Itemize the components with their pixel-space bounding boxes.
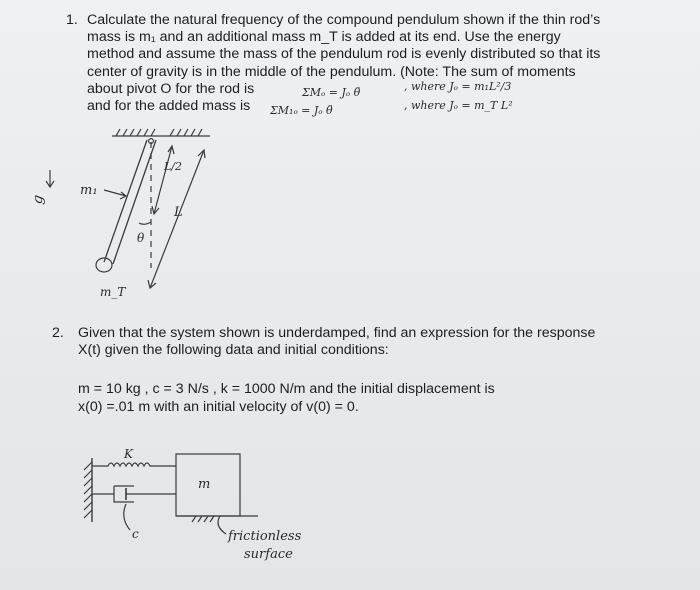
pendulum-rod-right [113,140,156,264]
q2-line: X(t) given the following data and initial conditions: [78,342,389,359]
handwritten-moment-eq-rod: ΣMₒ = Jₒ θ̈ [302,86,361,99]
params-line-1: m = 10 kg , c = 3 N/s , k = 1000 N/m and the initial displacement is [78,381,495,397]
given-parameters [78,380,495,416]
damper-label: c [132,527,139,541]
handwritten-moment-eq-mass: ΣM₁ₒ = Jₒ θ̈ [270,104,333,117]
q1-line: about pivot O for the rod is [87,80,255,97]
mass-label: m [198,477,211,492]
handwritten-where-rod: , where Jₒ = m₁L²/3 [404,80,512,93]
params-line-2: x(0) =.01 m with an initial velocity of v(0) = 0. [78,399,359,415]
q1-line: and for the added mass is [87,98,251,115]
m1-label: m₁ [80,183,98,198]
q2-line: Given that the system shown is underdamped, find an expression for the response [78,325,596,341]
surface-label-line1: frictionless [228,529,302,544]
wall-hatching [84,462,92,518]
mt-label: m_T [100,285,126,299]
spring-label: K [124,447,133,461]
surface-label-line2: surface [244,547,293,562]
floor-hatching [192,516,214,522]
question-2-text [78,325,652,359]
gravity-label: g [29,193,47,206]
handwritten-where-mass: , where Jₒ = m_T L² [404,99,513,112]
q1-line: mass is m₁ and an additional mass m_T is added at its end. Use the energy [87,29,561,46]
theta-arc [139,222,151,224]
q1-line: center of gravity is in the middle of the pendulum. (Note: The sum of moments [87,63,576,80]
question-1-number: 1. [66,12,78,28]
theta-label: θ [137,231,145,245]
question-2-number: 2. [52,325,64,341]
half-length-dimension [154,146,172,214]
q1-line: method and assume the mass of the pendulum rod is evenly distributed so that its [87,46,601,63]
surface-leader [218,516,226,534]
ceiling-hatching [116,129,202,136]
spring-k [92,463,176,466]
length-label: L [174,205,183,220]
c-leader [124,504,130,530]
question-2 [52,325,652,359]
half-length-label: L/2 [164,160,183,173]
spring-mass-figure [84,454,258,534]
q1-line: Calculate the natural frequency of the compound pendulum shown if the thin rod’s [87,12,601,28]
